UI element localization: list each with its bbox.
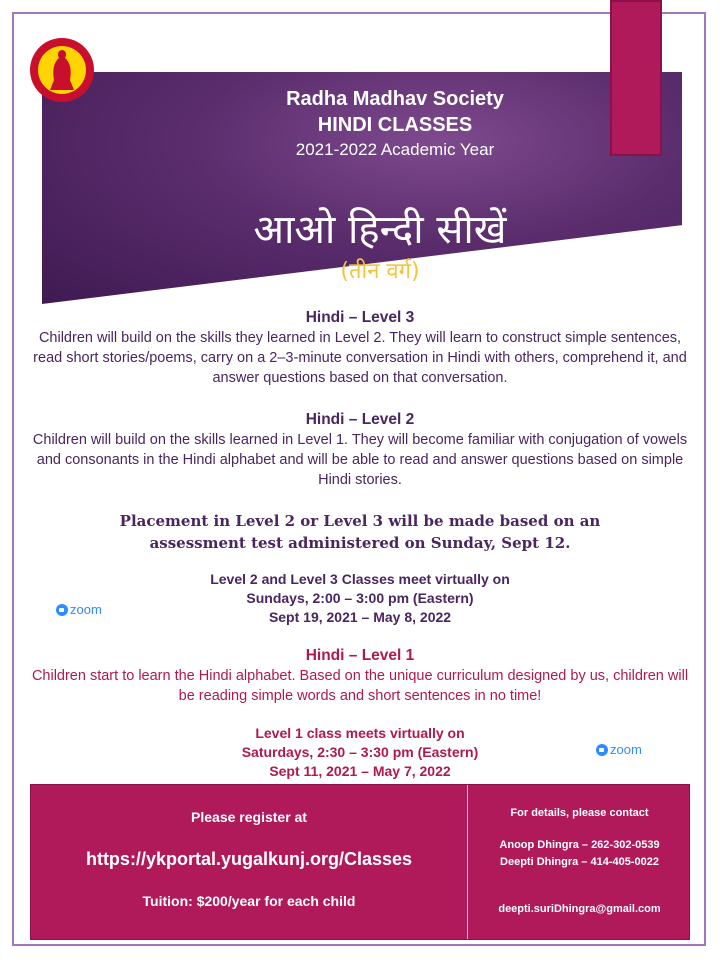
program-title: HINDI CLASSES [317, 114, 473, 136]
placement-note [60, 510, 660, 554]
title-block [240, 86, 550, 162]
contact-label: For details, please contact [510, 807, 649, 819]
placement-line-2: assessment test administered on Sunday, Sept 12. [149, 534, 571, 552]
contact-email[interactable]: deepti.suriDhingra@gmail.com [498, 903, 661, 915]
level3-section [30, 308, 690, 388]
level2-body: Children will build on the skills learned in Level 1. They will become familiar with conjugation of vowels and consonants in the Hindi alphabet and will be able to read and answer questions based on simple Hindi stories. [32, 432, 688, 488]
zoom-icon [596, 744, 608, 756]
decorative-bookmark [610, 0, 662, 156]
schedule-23-line-1: Level 2 and Level 3 Classes meet virtually on [210, 571, 510, 587]
schedule-23-line-2: Sundays, 2:00 – 3:00 pm (Eastern) [246, 590, 474, 606]
registration-url[interactable]: https://ykportal.yugalkunj.org/Classes [85, 849, 413, 869]
footer-box [30, 784, 690, 940]
zoom-label: zoom [70, 602, 102, 617]
zoom-logo-1 [56, 602, 102, 617]
zoom-icon [56, 604, 68, 616]
society-name: Radha Madhav Society [286, 88, 504, 110]
contact-deepti: Deepti Dhingra – 414-405-0022 [500, 856, 659, 868]
academic-year: 2021-2022 Academic Year [295, 140, 495, 159]
schedule-1-line-2: Saturdays, 2:30 – 3:30 pm (Eastern) [241, 744, 479, 760]
tuition-info: Tuition: $200/year for each child [142, 893, 356, 909]
zoom-label: zoom [610, 742, 642, 757]
society-logo-icon [28, 36, 96, 104]
contact-anoop: Anoop Dhingra – 262-302-0539 [499, 839, 660, 851]
level2-section [30, 410, 690, 490]
level1-body: Children start to learn the Hindi alphabet. Based on the unique curriculum designed by us, children will be reading simple words and short sentences in no time! [31, 668, 689, 704]
level3-heading: Hindi – Level 3 [305, 309, 415, 326]
schedule-23-line-3: Sept 19, 2021 – May 8, 2022 [268, 609, 452, 625]
schedule-level-2-3 [140, 570, 580, 627]
hindi-subtitle: (तीन वर्ग) [340, 259, 420, 284]
placement-line-1: Placement in Level 2 or Level 3 will be made based on an [119, 512, 601, 530]
zoom-logo-2 [596, 742, 642, 757]
schedule-1-line-3: Sept 11, 2021 – May 7, 2022 [269, 763, 451, 779]
level1-heading: Hindi – Level 1 [305, 647, 415, 664]
schedule-1-line-1: Level 1 class meets virtually on [255, 725, 465, 741]
level3-body: Children will build on the skills they learned in Level 2. They will learn to construct simple sentences, read short stories/poems, carry on a 2–3-minute conversation in Hindi with others, comprehend it, and answer questions based on that conversation. [33, 330, 687, 386]
hindi-title: आओ हिन्दी सीखें [253, 207, 507, 253]
schedule-level-1 [140, 724, 580, 781]
level2-heading: Hindi – Level 2 [305, 411, 415, 428]
level1-section [30, 646, 690, 706]
register-label: Please register at [191, 809, 307, 825]
